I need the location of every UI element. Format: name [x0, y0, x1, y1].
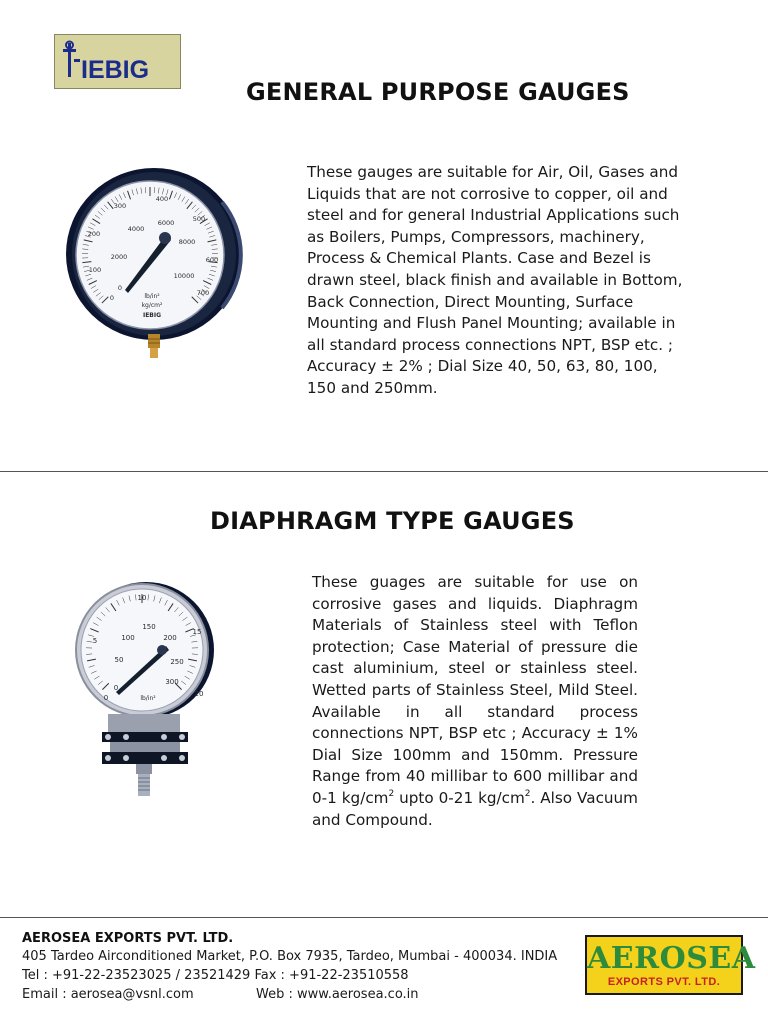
g1-outer-0: 0: [109, 294, 115, 302]
diaphragm-gauge-image: [72, 580, 220, 802]
text2-sup-1: 2: [388, 788, 395, 799]
g2-outer-20: 20: [194, 690, 204, 698]
section-divider: [0, 471, 768, 472]
text1-line: all standard process connections NPT, BSP etc. ;: [307, 335, 674, 354]
text2-part-3: . Also Vacuum and Compound.: [312, 788, 638, 829]
g1-inner-10000: 10000: [173, 272, 195, 280]
brand-logo: [54, 34, 181, 89]
section-title-general-purpose: GENERAL PURPOSE GAUGES: [246, 78, 630, 106]
g1-inner-0: 0: [117, 284, 123, 292]
g1-inner-6000: 6000: [157, 219, 175, 227]
footer-address: 405 Tardeo Airconditioned Market, P.O. Box 7935, Tardeo, Mumbai - 400034. INDIA: [22, 949, 558, 964]
brand-logo-mark: [55, 35, 182, 90]
g2-inner-200: 200: [163, 634, 177, 642]
gauge2-flange-top: [102, 732, 188, 742]
footer-phone-fax: Tel : +91-22-23523025 / 23521429 Fax : +91-22-23510558: [22, 968, 409, 983]
text1-line: drawn steel, black finish and available in Bottom,: [307, 270, 683, 289]
g2-inner-0: 0: [113, 684, 119, 692]
g1-dial-brand: IEBIG: [142, 312, 162, 319]
g1-units-1: lb/in²: [144, 293, 160, 300]
footer-divider: [0, 917, 768, 918]
g1-inner-8000: 8000: [178, 238, 196, 246]
general-purpose-gauge-image: [62, 162, 248, 362]
g1-outer-200: 200: [87, 230, 101, 238]
text1-line: as Boilers, Pumps, Compressors, machinery,: [307, 227, 645, 246]
text2-sup-2: 2: [524, 788, 531, 799]
footer-website[interactable]: Web : www.aerosea.co.in: [256, 987, 419, 1002]
g2-inner-100: 100: [121, 634, 135, 642]
g2-outer-0: 0: [103, 694, 109, 702]
gauge1-needle-hub: [159, 232, 171, 244]
text2-part-1: These guages are suitable for use on corrosive gases and liquids. Diaphragm Materials of Stainless steel with Teflon protection; Case Material of pressure die cast aluminium, steel or stainless steel. Wetted parts of Stainless Steel, Mild Steel. Available in all standard process connections NPT, BSP etc ; Accuracy ± 1% Dial Size 100mm and 150mm. Pressure Range from 40 millibar to 600 millibar and 0-1 kg/cm: [312, 573, 638, 807]
g2-inner-50: 50: [114, 656, 124, 664]
g1-units-2: kg/cm²: [141, 302, 163, 309]
g1-outer-100: 100: [88, 266, 102, 274]
g2-inner-250: 250: [170, 658, 184, 666]
text1-line: Back Connection, Direct Mounting, Surface: [307, 292, 634, 311]
text1-line: Accuracy ± 2% ; Dial Size 40, 50, 63, 80, 100,: [307, 357, 658, 376]
g2-outer-15: 15: [192, 628, 202, 636]
g2-units: lb/in²: [140, 695, 156, 702]
text1-line: Process & Chemical Plants. Case and Bezel is: [307, 249, 651, 268]
footer-email[interactable]: Email : aerosea@vsnl.com: [22, 987, 194, 1002]
gauge2-connector: [138, 774, 150, 796]
g1-outer-300: 300: [113, 202, 127, 210]
g1-outer-700: 700: [196, 289, 210, 297]
text2-part-2: upto 0-21 kg/cm: [394, 788, 525, 807]
text1-line: These gauges are suitable for Air, Oil, Gases and: [307, 163, 678, 181]
aerosea-logo: [585, 935, 756, 995]
gauge2-stem: [108, 714, 180, 732]
g2-outer-5: 5: [92, 637, 98, 645]
aerosea-logo-name: AEROSEA: [587, 941, 756, 976]
g2-outer-10: 10: [137, 594, 147, 602]
g1-inner-4000: 4000: [127, 225, 145, 233]
general-purpose-description: [307, 162, 699, 400]
g2-inner-150: 150: [142, 623, 156, 631]
footer-company-name: AEROSEA EXPORTS PVT. LTD.: [22, 931, 234, 946]
g1-outer-500: 500: [192, 215, 206, 223]
section-title-diaphragm: DIAPHRAGM TYPE GAUGES: [210, 507, 575, 535]
text1-line: steel and for general Industrial Applications such: [307, 206, 680, 225]
g1-outer-600: 600: [205, 256, 219, 264]
g1-outer-400: 400: [155, 195, 169, 203]
g1-inner-2000: 2000: [110, 253, 128, 261]
text1-line: Liquids that are not corrosive to copper, oil and: [307, 184, 668, 203]
text1-line: Mounting and Flush Panel Mounting; available in: [307, 314, 676, 333]
g2-inner-300: 300: [165, 678, 179, 686]
aerosea-logo-sub: EXPORTS PVT. LTD.: [607, 976, 721, 988]
gauge2-flange-bottom: [102, 752, 188, 764]
gauge2-needle-hub: [157, 645, 167, 655]
gauge1-connector: [148, 334, 160, 348]
brand-logo-text: IEBIG: [81, 56, 150, 84]
diaphragm-description: [312, 572, 638, 831]
gauge2-dial: [81, 589, 203, 711]
text1-line: 150 and 250mm.: [307, 378, 438, 397]
